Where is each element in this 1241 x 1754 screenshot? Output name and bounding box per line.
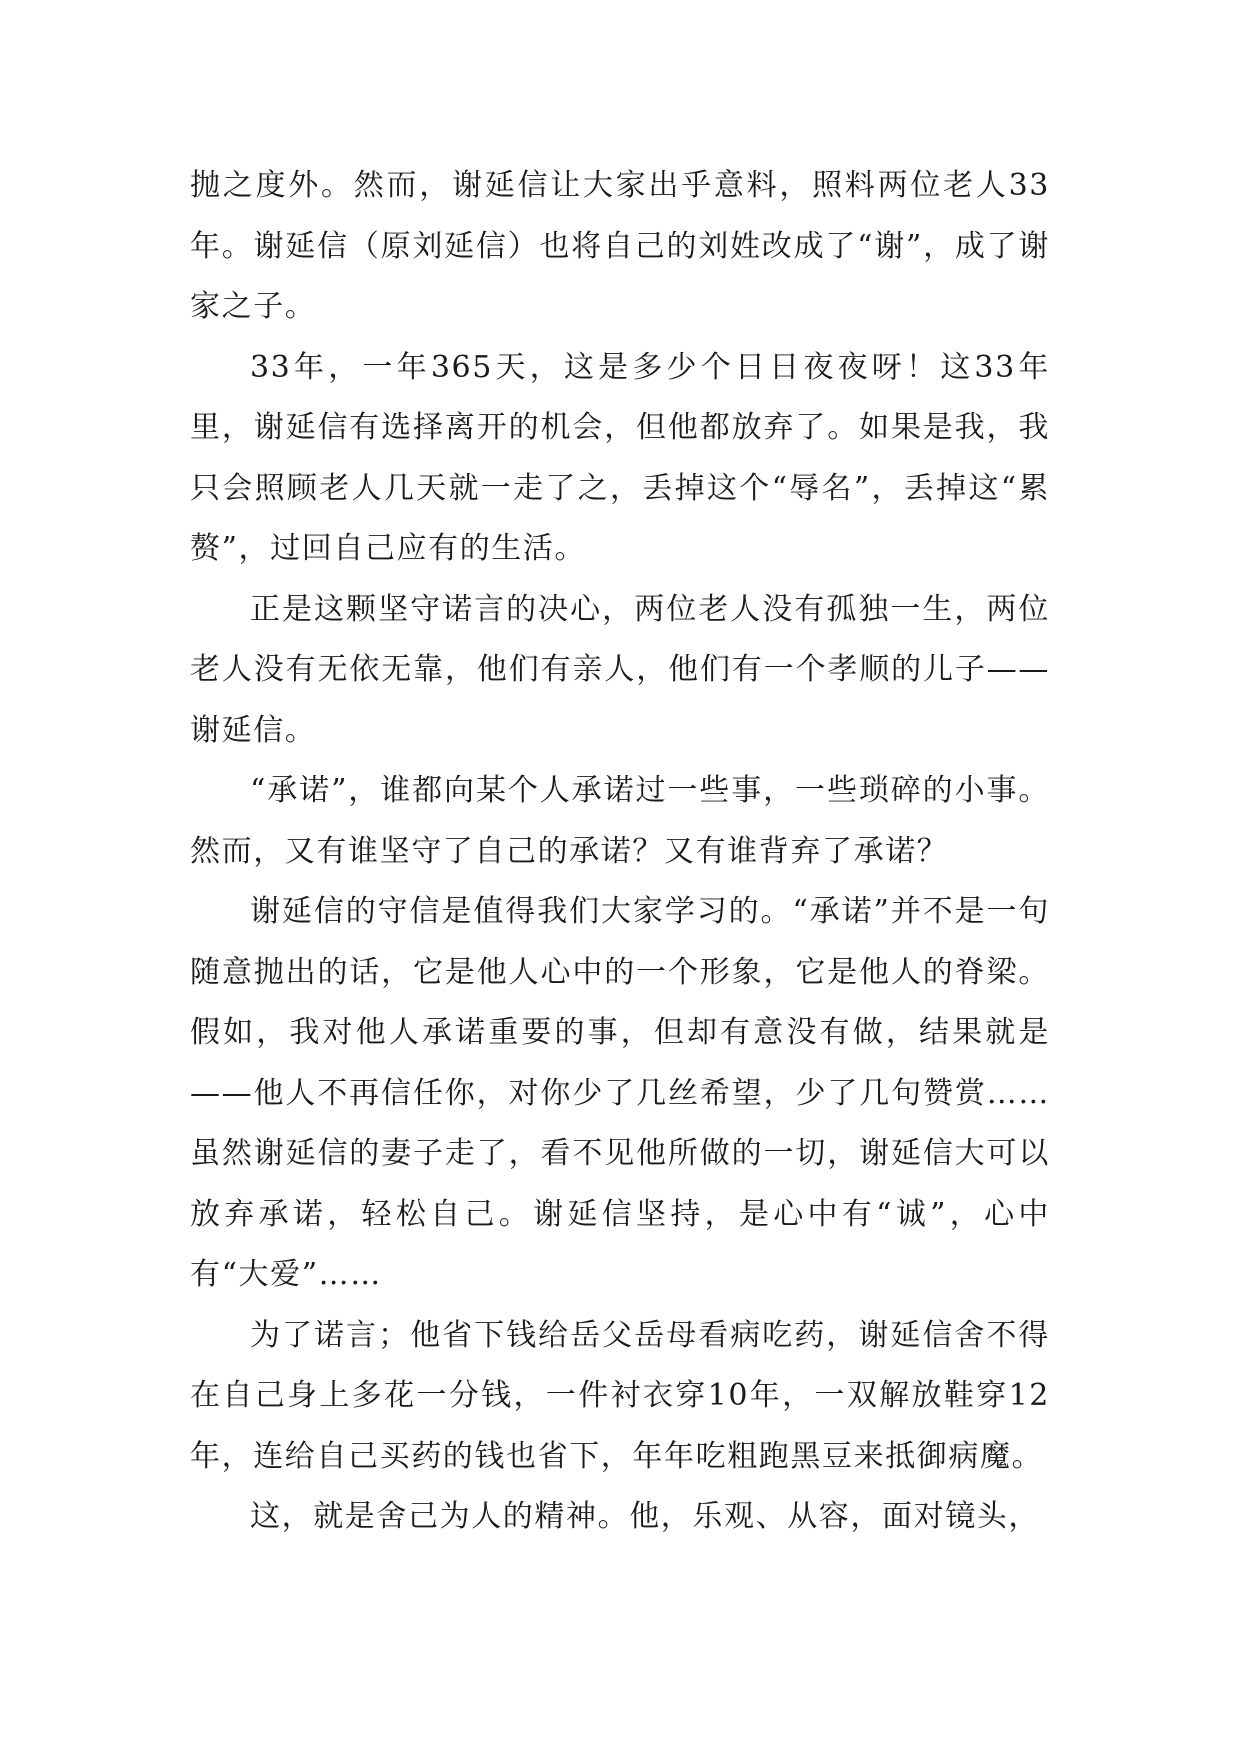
paragraph-3: 正是这颗坚守诺言的决心，两位老人没有孤独一生，两位老人没有无依无靠，他们有亲人，他们有一个孝顺的儿子——谢延信。 <box>190 591 1050 748</box>
paragraph-6: 为了诺言；他省下钱给岳父岳母看病吃药，谢延信舍不得在自己身上多花一分钱，一件衬衣穿10年，一双解放鞋穿12年，连给自己买药的钱也省下，年年吃粗跑黑豆来抵御病魔。 <box>190 1317 1050 1474</box>
paragraph-1: 抛之度外。然而，谢延信让大家出乎意料，照料两位老人33年。谢延信（原刘延信）也将自己的刘姓改成了“谢”，成了谢家之子。 <box>190 168 1050 324</box>
paragraph-7: 这，就是舍己为人的精神。他，乐观、从容，面对镜头， <box>250 1499 1040 1534</box>
paragraph-4: “承诺”，谁都向某个人承诺过一些事，一些琐碎的小事。然而，又有谁坚守了自己的承诺？又有谁背弃了承诺？ <box>190 773 1050 869</box>
paragraph-2: 33年，一年365天，这是多少个日日夜夜呀！这33年里，谢延信有选择离开的机会，但他都放弃了。如果是我，我只会照顾老人几天就一走了之，丢掉这个“辱名”，丢掉这“累赘”，过回自己应有的生活。 <box>190 349 1050 566</box>
essay-body <box>190 156 1050 1548</box>
paragraph-5: 谢延信的守信是值得我们大家学习的。“承诺”并不是一句随意抛出的话，它是他人心中的一个形象，它是他人的脊梁。假如，我对他人承诺重要的事，但却有意没有做，结果就是——他人不再信任你，对你少了几丝希望，少了几句赞赏……虽然谢延信的妻子走了，看不见他所做的一切，谢延信大可以放弃承诺，轻松自己。谢延信坚持，是心中有“诚”，心中有“大爱”…… <box>190 894 1050 1292</box>
